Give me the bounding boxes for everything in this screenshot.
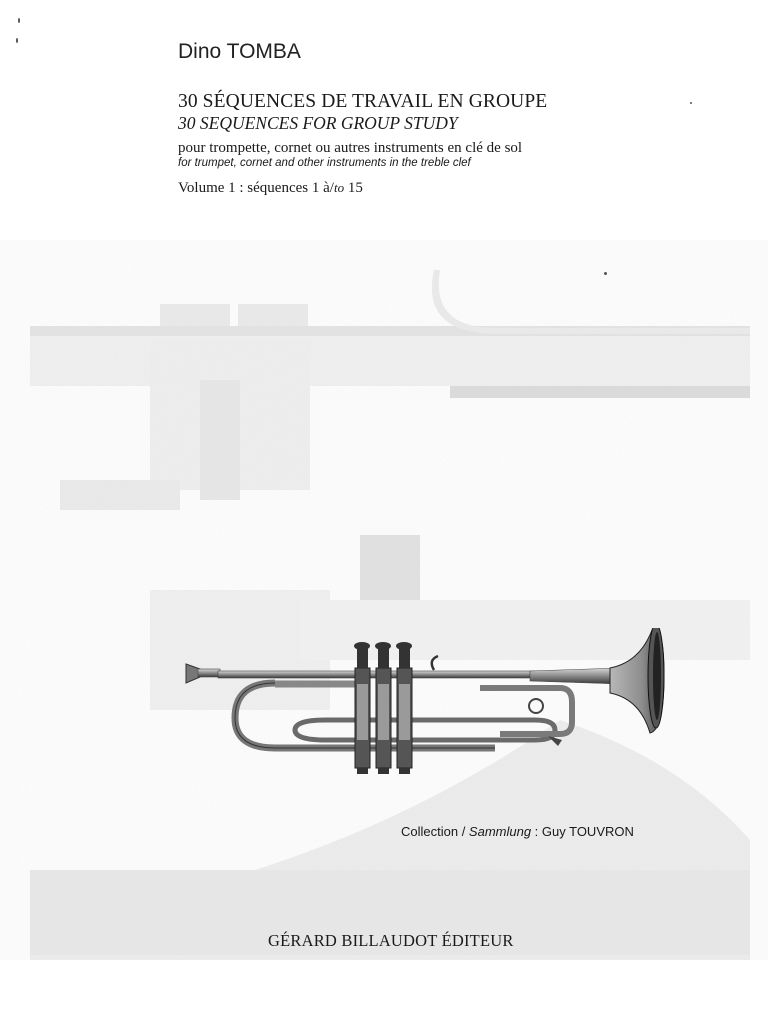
title-english: 30 SEQUENCES FOR GROUP STUDY (178, 113, 458, 133)
scan-speck (690, 102, 692, 104)
volume-prefix: Volume 1 : séquences 1 à/ (178, 180, 334, 196)
trumpet-icon (180, 628, 670, 778)
volume-to: to (333, 180, 345, 195)
title-french: 30 SÉQUENCES DE TRAVAIL EN GROUPE (178, 91, 548, 112)
scan-speck (604, 272, 607, 275)
volume-suffix: 15 (344, 180, 363, 196)
publisher-name: GÉRARD BILLAUDOT ÉDITEUR (268, 931, 514, 950)
collection-editor: : Guy TOUVRON (531, 824, 634, 839)
volume-line (178, 180, 363, 197)
instruments-english: for trumpet, cornet and other instruments in the treble clef (178, 157, 471, 169)
scan-speck (16, 38, 18, 43)
collection-label-german: Sammlung (468, 824, 532, 839)
instruments-french: pour trompette, cornet ou autres instruments en clé de sol (178, 140, 523, 156)
scan-speck (18, 18, 20, 23)
collection-label: Collection / (401, 824, 469, 839)
collection-credit (401, 824, 634, 839)
author-name: Dino TOMBA (178, 40, 301, 63)
